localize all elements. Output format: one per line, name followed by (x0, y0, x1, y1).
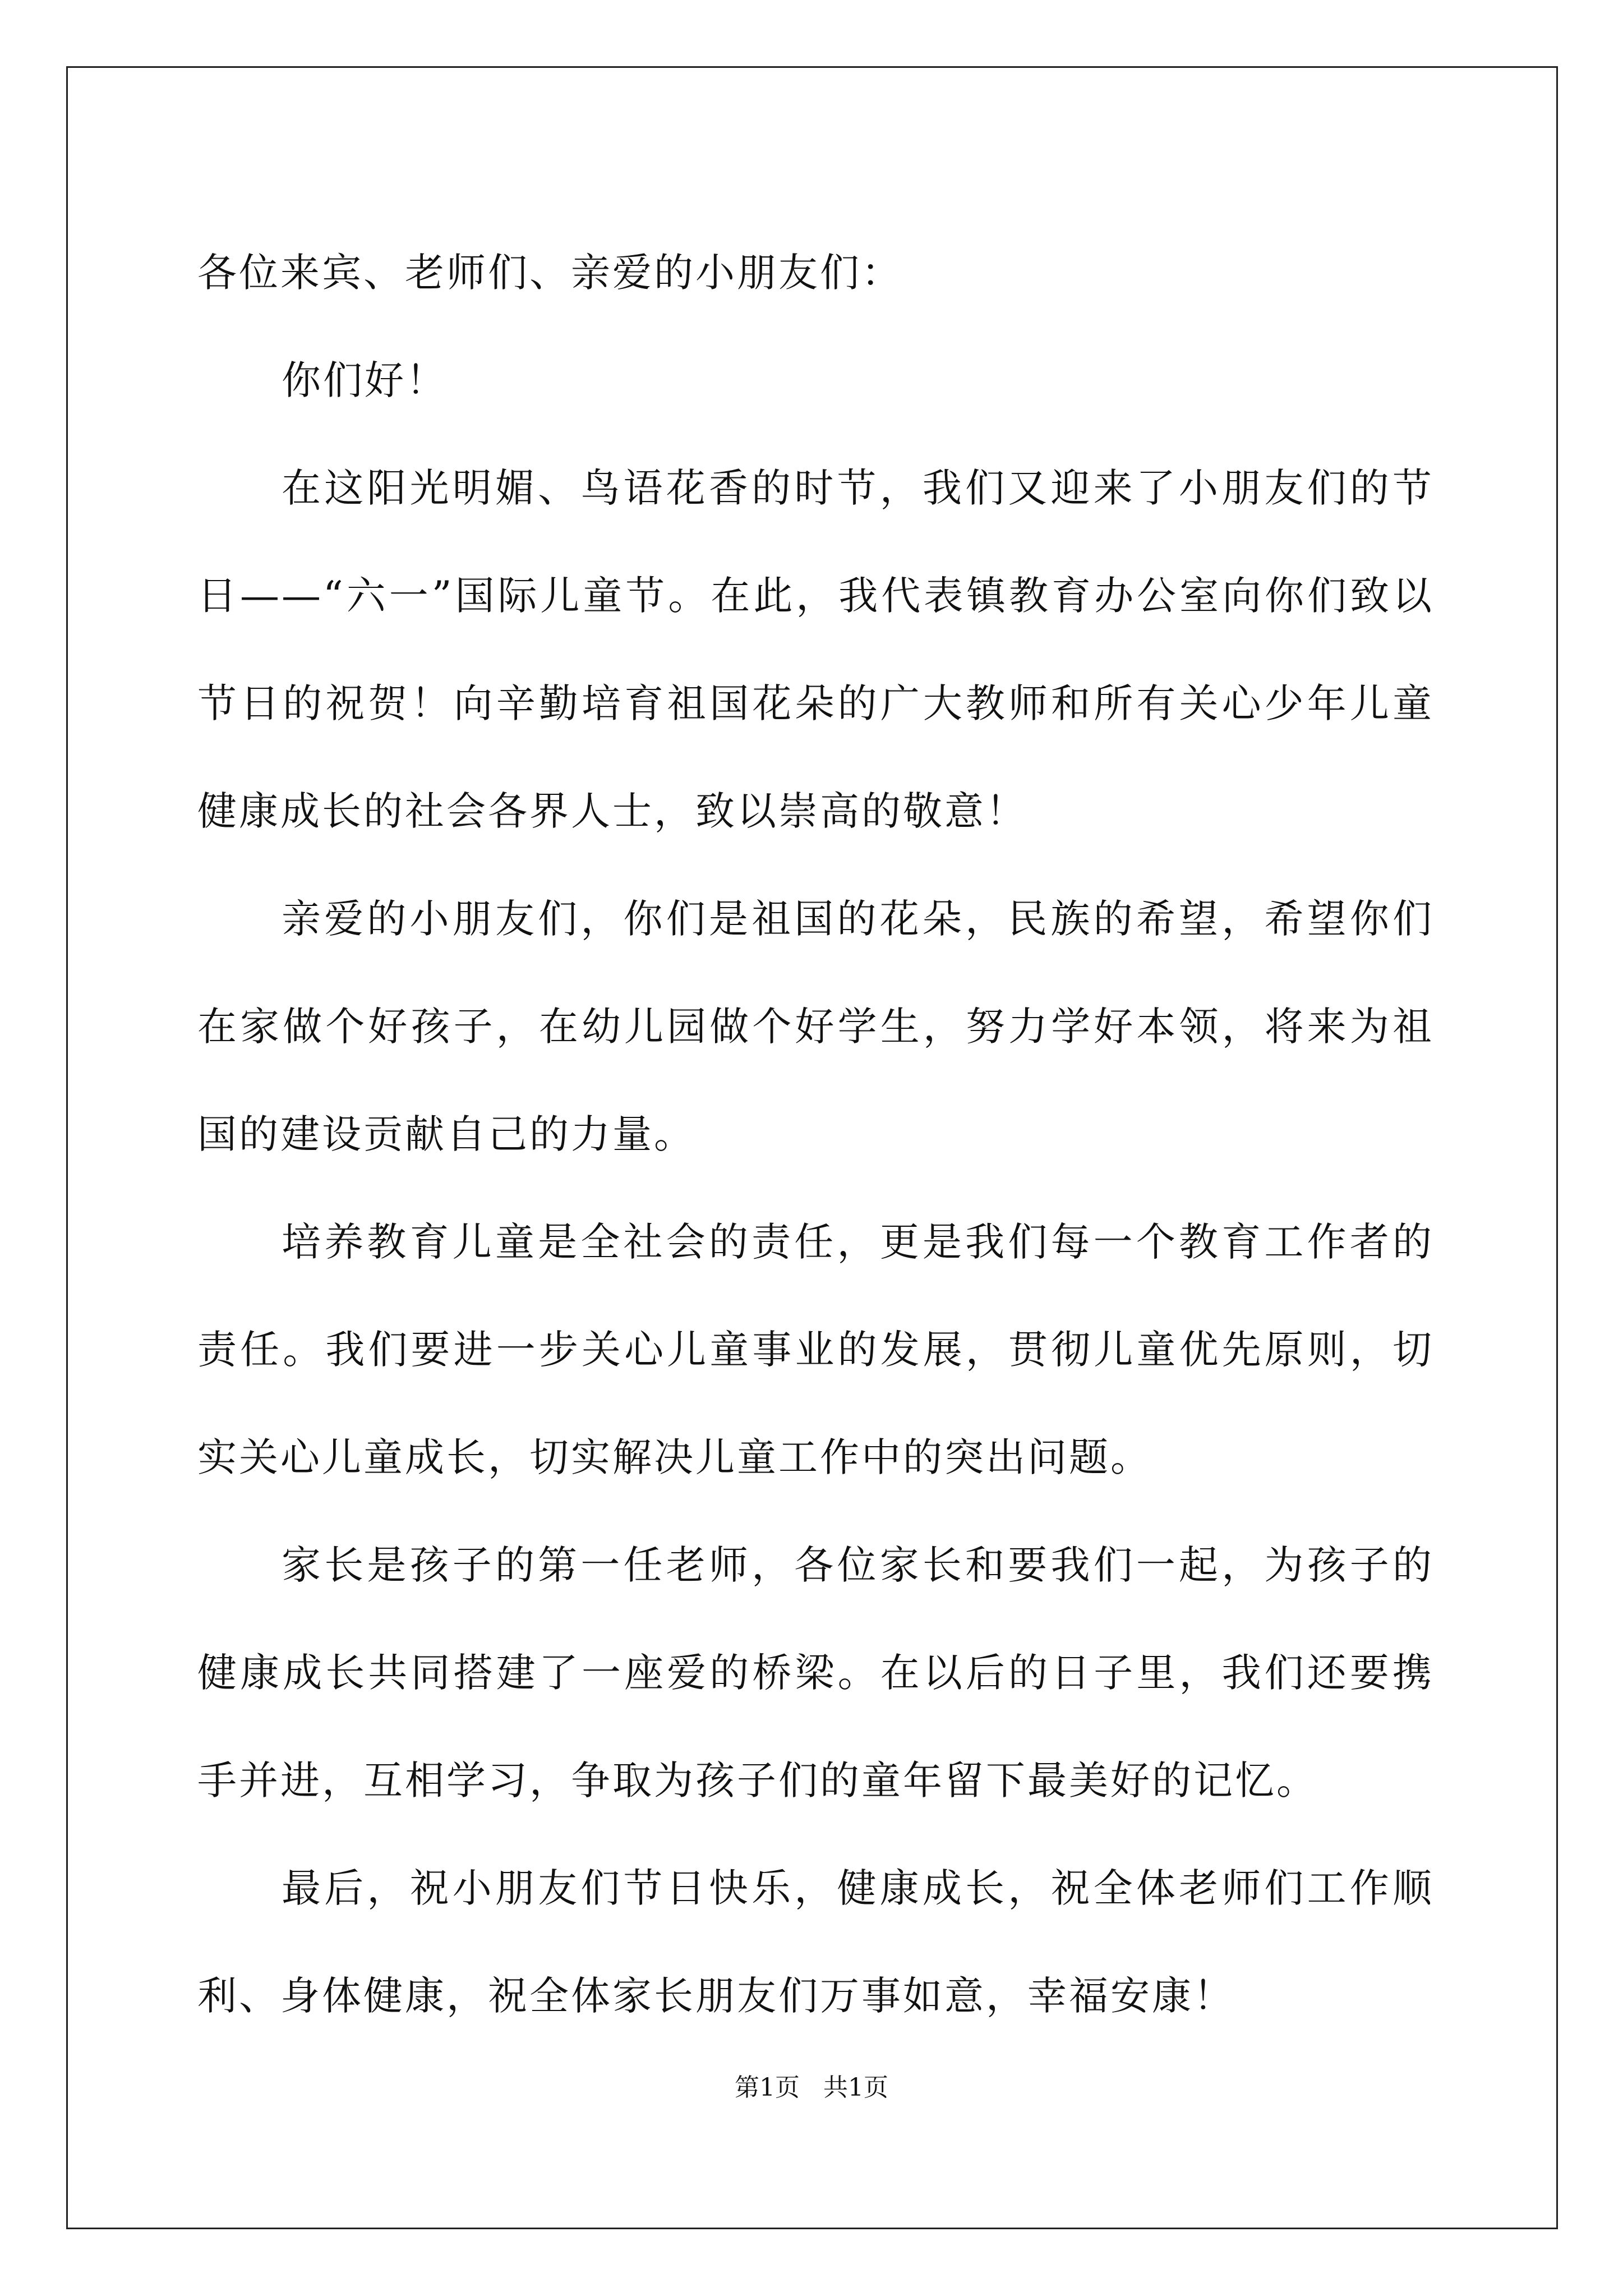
paragraph-closing: 最后，祝小朋友们节日快乐，健康成长，祝全体老师们工作顺利、身体健康，祝全体家长朋友们万事如意，幸福安康！ (197, 1865, 1434, 2019)
page-number: 第1页 (735, 2073, 800, 2102)
paragraph-parents: 家长是孩子的第一任老师，各位家长和要我们一起，为孩子的健康成长共同搭建了一座爱的桥梁。在以后的日子里，我们还要携手并进，互相学习，争取为孩子们的童年留下最美好的记忆。 (197, 1542, 1434, 1803)
salutation: 各位来宾、老师们、亲爱的小朋友们： (197, 250, 903, 296)
paragraph-greeting: 你们好！ (282, 357, 448, 403)
paragraph-responsibility: 培养教育儿童是全社会的责任，更是我们每一个教育工作者的责任。我们要进一步关心儿童事业的发展，贯彻儿童优先原则，切实关心儿童成长，切实解决儿童工作中的突出问题。 (197, 1219, 1434, 1480)
paragraph-festival: 在这阳光明媚、鸟语花香的时节，我们又迎来了小朋友们的节日——“六一”国际儿童节。在此，我代表镇教育办公室向你们致以节日的祝贺！向辛勤培育祖国花朵的广大教师和所有关心少年儿童健康成长的社会各界人士，致以崇高的敬意！ (197, 465, 1434, 834)
page-total: 共1页 (823, 2073, 888, 2102)
document-body (197, 219, 1434, 2050)
paragraph-children: 亲爱的小朋友们，你们是祖国的花朵，民族的希望，希望你们在家做个好孩子，在幼儿园做个好学生，努力学好本领，将来为祖国的建设贡献自己的力量。 (197, 896, 1434, 1157)
page-footer (0, 2067, 1623, 2103)
